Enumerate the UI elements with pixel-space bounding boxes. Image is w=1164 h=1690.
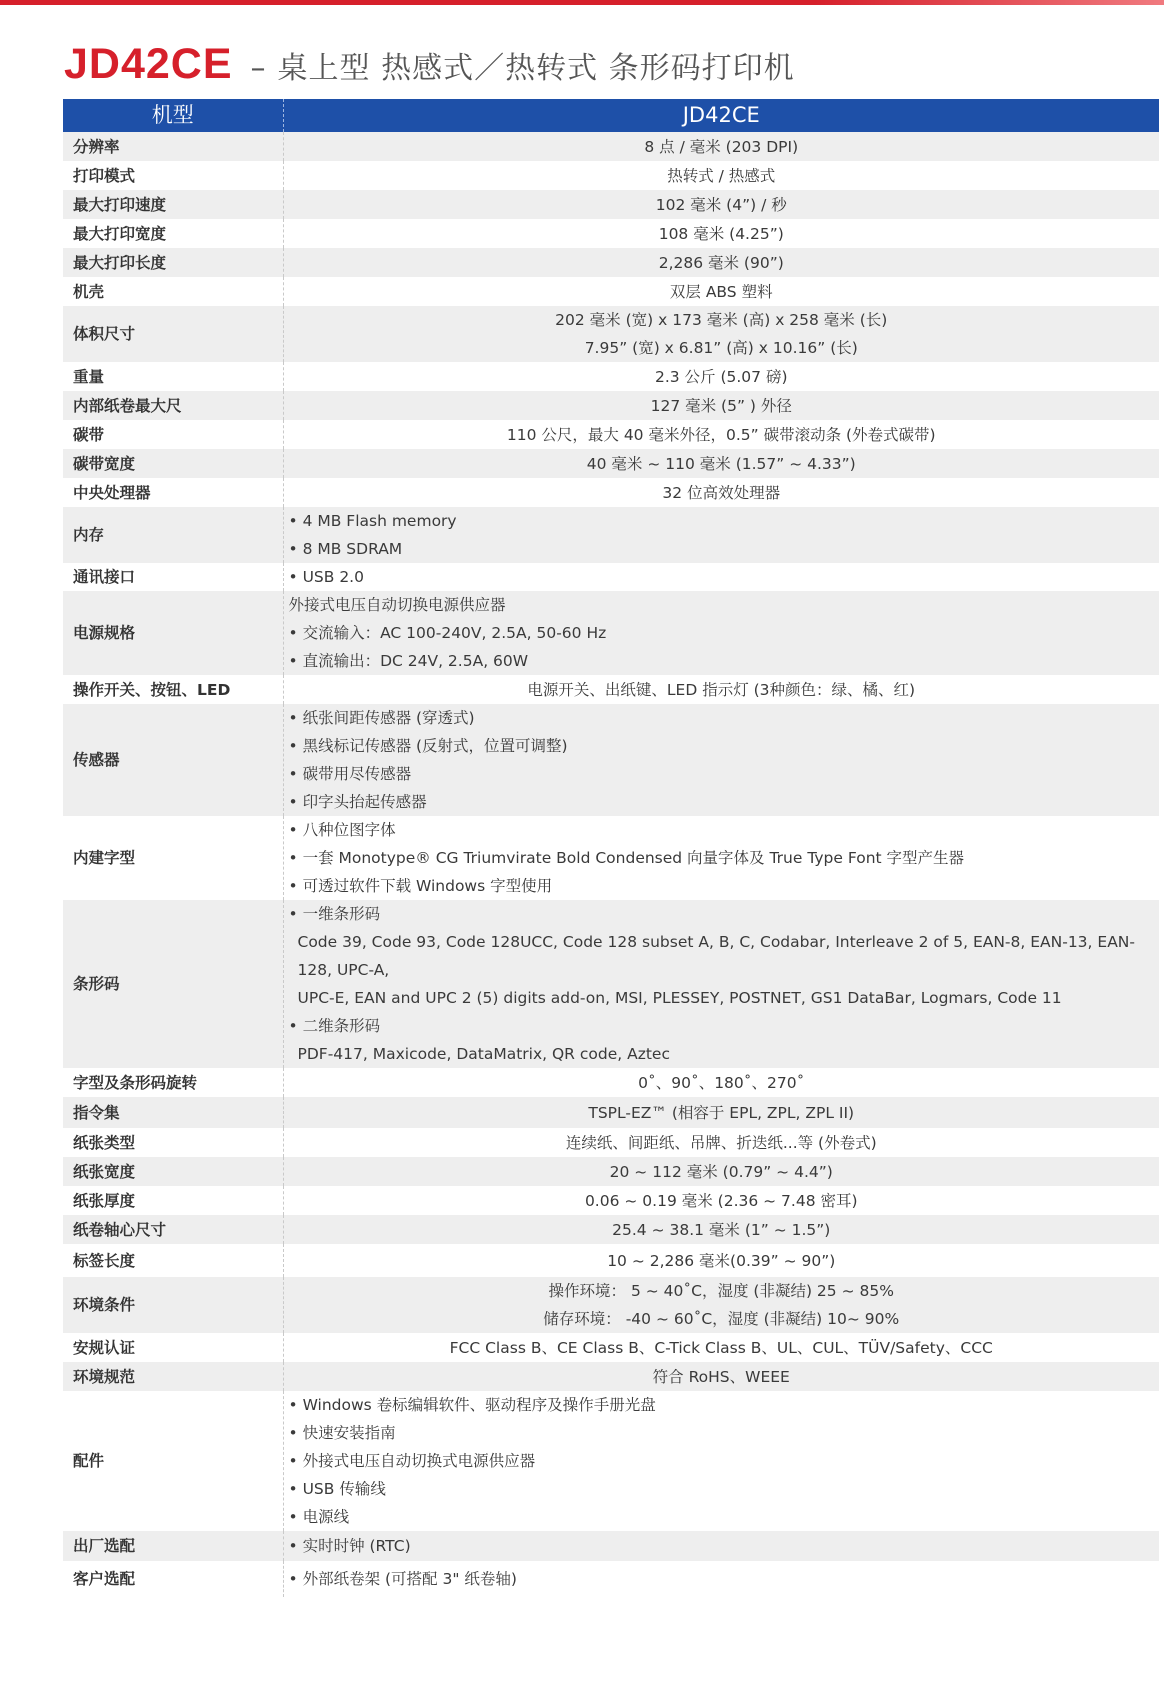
spec-value [283, 1186, 1159, 1215]
spec-value-line: 连续纸、间距纸、吊牌、折迭纸...等 (外卷式) [565, 1133, 877, 1152]
spec-value-line: • 八种位图字体 [288, 821, 396, 839]
spec-value-line: 110 公尺，最大 40 毫米外径，0.5” 碳带滚动条 (外卷式碳带) [506, 425, 936, 444]
spec-value [283, 1531, 1159, 1561]
spec-value-line: • 碳带用尽传感器 [288, 765, 412, 783]
spec-label: 内存 [63, 507, 283, 563]
spec-value [283, 1391, 1159, 1531]
spec-value [283, 704, 1159, 816]
spec-value [283, 478, 1159, 507]
spec-value-line: 20 ~ 112 毫米 (0.79” ~ 4.4”) [609, 1162, 833, 1181]
model-name: JD42CE [64, 40, 233, 88]
spec-value [283, 1277, 1159, 1333]
table-row [63, 1244, 1159, 1277]
spec-value-line: 电源开关、出纸键、LED 指示灯 (3种颜色：绿、橘、红) [527, 680, 916, 699]
table-row [63, 478, 1159, 507]
spec-label: 操作开关、按钮、LED [63, 675, 283, 704]
spec-label: 内部纸卷最大尺 [63, 391, 283, 420]
spec-label: 最大打印长度 [63, 248, 283, 277]
spec-value-line: PDF-417, Maxicode, DataMatrix, QR code, Aztec [297, 1045, 670, 1063]
spec-value-line: • 外部纸卷架 (可搭配 3" 纸卷轴) [288, 1570, 517, 1588]
spec-value [283, 132, 1159, 161]
spec-value [283, 675, 1159, 704]
spec-value-line: 25.4 ~ 38.1 毫米 (1” ~ 1.5”) [612, 1220, 831, 1239]
spec-value-line: • 快速安装指南 [288, 1424, 396, 1442]
spec-value-line: Code 39, Code 93, Code 128UCC, Code 128 subset A, B, C, Codabar, Interleave 2 of 5, EAN-8, EAN-13, EAN-128, UPC-A, [297, 933, 1135, 979]
table-row [63, 1391, 1159, 1531]
table-row [63, 1186, 1159, 1215]
spec-label: 最大打印速度 [63, 190, 283, 219]
spec-label: 分辨率 [63, 132, 283, 161]
spec-value-line: 108 毫米 (4.25”) [658, 224, 784, 243]
spec-value [283, 563, 1159, 591]
spec-value-line: • 纸张间距传感器 (穿透式) [288, 709, 475, 727]
column-header-model: 机型 [63, 99, 283, 132]
spec-value [283, 1333, 1159, 1362]
spec-value [283, 591, 1159, 675]
spec-value-line: • 4 MB Flash memory [288, 512, 457, 530]
spec-table [63, 99, 1159, 1597]
spec-value-line: 外接式电压自动切换电源供应器 [288, 596, 506, 614]
spec-label: 体积尺寸 [63, 306, 283, 362]
spec-value-line: 操作环境： 5 ~ 40˚C，湿度 (非凝结) 25 ~ 85% [548, 1282, 894, 1300]
table-row [63, 391, 1159, 420]
table-row [63, 1531, 1159, 1561]
table-row [63, 1333, 1159, 1362]
spec-label: 客户选配 [63, 1561, 283, 1597]
table-row [63, 190, 1159, 219]
spec-label: 配件 [63, 1391, 283, 1531]
spec-value-line: 0.06 ~ 0.19 毫米 (2.36 ~ 7.48 密耳) [584, 1191, 858, 1210]
spec-value-line: 32 位高效处理器 [662, 483, 781, 502]
table-row [63, 248, 1159, 277]
spec-label: 重量 [63, 362, 283, 391]
table-row [63, 306, 1159, 362]
spec-label: 字型及条形码旋转 [63, 1068, 283, 1097]
spec-label: 纸张宽度 [63, 1157, 283, 1186]
spec-value-line: 双层 ABS 塑料 [669, 282, 773, 301]
spec-value-line: 2,286 毫米 (90”) [658, 253, 784, 272]
spec-label: 打印模式 [63, 161, 283, 190]
table-row [63, 1128, 1159, 1157]
spec-value-line: • USB 2.0 [288, 568, 364, 586]
spec-value-line: • 直流输出：DC 24V, 2.5A, 60W [288, 652, 529, 670]
spec-value [283, 420, 1159, 449]
spec-label: 碳带宽度 [63, 449, 283, 478]
spec-value [283, 277, 1159, 306]
spec-value [283, 900, 1159, 1068]
table-row [63, 1157, 1159, 1186]
spec-value-line: UPC-E, EAN and UPC 2 (5) digits add-on, MSI, PLESSEY, POSTNET, GS1 DataBar, Logmars, Code 11 [297, 989, 1062, 1007]
spec-value [283, 1128, 1159, 1157]
table-row [63, 1097, 1159, 1128]
spec-value-line: • 一套 Monotype® CG Triumvirate Bold Condensed 向量字体及 True Type Font 字型产生器 [288, 849, 965, 867]
spec-label: 纸张厚度 [63, 1186, 283, 1215]
spec-value [283, 306, 1159, 362]
spec-value [283, 248, 1159, 277]
spec-label: 指令集 [63, 1097, 283, 1128]
spec-value [283, 1157, 1159, 1186]
spec-value [283, 1362, 1159, 1391]
product-subtitle: 桌上型 热感式／热转式 条形码打印机 [277, 51, 795, 86]
spec-value-line: 40 毫米 ~ 110 毫米 (1.57” ~ 4.33”) [586, 454, 856, 473]
spec-value-line: FCC Class B、CE Class B、C-Tick Class B、UL、CUL、TÜV/Safety、CCC [449, 1338, 993, 1357]
spec-label: 安规认证 [63, 1333, 283, 1362]
table-row [63, 704, 1159, 816]
spec-label: 中央处理器 [63, 478, 283, 507]
table-row [63, 1561, 1159, 1597]
spec-value-line: 符合 RoHS、WEEE [652, 1367, 790, 1386]
spec-value-line: 0˚、90˚、180˚、270˚ [638, 1073, 805, 1092]
spec-value [283, 1561, 1159, 1597]
spec-value [283, 1215, 1159, 1244]
table-row [63, 1068, 1159, 1097]
spec-value [283, 219, 1159, 248]
table-row [63, 675, 1159, 704]
spec-value [283, 1068, 1159, 1097]
spec-label: 电源规格 [63, 591, 283, 675]
spec-value-line: • 电源线 [288, 1508, 350, 1526]
spec-label: 纸卷轴心尺寸 [63, 1215, 283, 1244]
table-row [63, 1277, 1159, 1333]
table-row [63, 563, 1159, 591]
spec-value [283, 1244, 1159, 1277]
spec-value-line: • 黑线标记传感器 (反射式，位置可调整) [288, 737, 568, 755]
spec-value-line: 127 毫米 (5” ) 外径 [650, 396, 792, 415]
spec-value-line: • 印字头抬起传感器 [288, 793, 427, 811]
table-row [63, 219, 1159, 248]
spec-value-line: • 一维条形码 [288, 905, 381, 923]
spec-value [283, 507, 1159, 563]
spec-value-line: 10 ~ 2,286 毫米(0.39” ~ 90”) [607, 1251, 836, 1270]
table-row [63, 591, 1159, 675]
spec-value [283, 161, 1159, 190]
spec-table-header [63, 99, 1159, 132]
table-row [63, 900, 1159, 1068]
table-row [63, 420, 1159, 449]
table-row [63, 362, 1159, 391]
spec-value-line: 8 点 / 毫米 (203 DPI) [644, 137, 799, 156]
spec-value [283, 391, 1159, 420]
table-row [63, 161, 1159, 190]
spec-value-line: • 可透过软件下载 Windows 字型使用 [288, 877, 553, 895]
table-row [63, 1362, 1159, 1391]
spec-label: 出厂选配 [63, 1531, 283, 1561]
table-row [63, 1215, 1159, 1244]
spec-value-line: • Windows 卷标编辑软件、驱动程序及操作手册光盘 [288, 1396, 656, 1414]
table-row [63, 816, 1159, 900]
spec-label: 通讯接口 [63, 563, 283, 591]
spec-value-line: • 二维条形码 [288, 1017, 381, 1035]
spec-value [283, 362, 1159, 391]
spec-value-line: • 外接式电压自动切换式电源供应器 [288, 1452, 536, 1470]
top-accent-rule [0, 0, 1164, 5]
spec-label: 条形码 [63, 900, 283, 1068]
spec-table-body [63, 132, 1159, 1597]
spec-label: 最大打印宽度 [63, 219, 283, 248]
table-row [63, 277, 1159, 306]
spec-value-line: 储存环境： -40 ~ 60˚C，湿度 (非凝结) 10~ 90% [543, 1310, 900, 1328]
table-row [63, 507, 1159, 563]
page-title [64, 40, 795, 96]
spec-label: 环境规范 [63, 1362, 283, 1391]
spec-label: 传感器 [63, 704, 283, 816]
table-row [63, 449, 1159, 478]
spec-value-line: 102 毫米 (4”) / 秒 [655, 195, 787, 214]
spec-value [283, 449, 1159, 478]
spec-label: 碳带 [63, 420, 283, 449]
table-row [63, 132, 1159, 161]
spec-value-line: • 实时时钟 (RTC) [288, 1537, 411, 1555]
spec-value-line: 202 毫米 (宽) x 173 毫米 (高) x 258 毫米 (长) [555, 311, 888, 329]
spec-value-line: 热转式 / 热感式 [667, 166, 776, 185]
spec-label: 标签长度 [63, 1244, 283, 1277]
spec-label: 机壳 [63, 277, 283, 306]
spec-value-line: • 8 MB SDRAM [288, 540, 403, 558]
title-dash: – [250, 51, 266, 86]
spec-value-line: TSPL-EZ™ (相容于 EPL, ZPL, ZPL II) [588, 1103, 855, 1122]
column-header-value: JD42CE [283, 99, 1159, 132]
spec-label: 纸张类型 [63, 1128, 283, 1157]
spec-value [283, 1097, 1159, 1128]
spec-value-line: 7.95” (宽) x 6.81” (高) x 10.16” (长) [584, 339, 858, 357]
spec-label: 内建字型 [63, 816, 283, 900]
spec-value-line: • USB 传输线 [288, 1480, 386, 1498]
spec-label: 环境条件 [63, 1277, 283, 1333]
spec-value [283, 190, 1159, 219]
spec-value-line: • 交流输入：AC 100-240V, 2.5A, 50-60 Hz [288, 624, 607, 642]
spec-value-line: 2.3 公斤 (5.07 磅) [654, 367, 788, 386]
spec-value [283, 816, 1159, 900]
